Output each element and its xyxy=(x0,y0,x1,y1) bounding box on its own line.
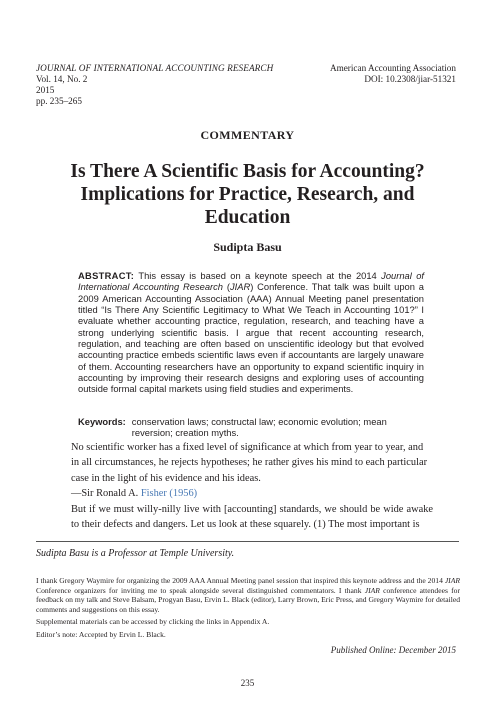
title-line-3: Education xyxy=(204,207,291,228)
publisher-name: American Accounting Association xyxy=(329,63,456,73)
ack-journal-1: JIAR xyxy=(444,576,460,585)
abstract-text-1: This essay is based on a keynote speech at the 2014 xyxy=(134,271,382,281)
abstract-text-2: ( xyxy=(223,282,230,293)
journal-header-left xyxy=(36,63,273,107)
abstract xyxy=(78,271,424,396)
keywords-text: conservation laws; constructal law; economic evolution; mean reversion; creation myths. xyxy=(131,417,387,439)
journal-header-right xyxy=(330,63,456,85)
abstract-journal-abbrev: JIAR xyxy=(229,282,251,293)
author-name: Sudipta Basu xyxy=(213,240,282,254)
keywords-label: Keywords: xyxy=(78,417,126,427)
published-date: Published Online: December 2015 xyxy=(330,645,456,655)
author-affiliation: Sudipta Basu is a Professor at Temple University. xyxy=(36,548,235,559)
abstract-text-3: ) Conference. That talk was built upon a 2009 American Accounting Association (AAA) Annual Meeting panel presentation titled “Is There Any Scientific Legitimacy to What We Teach in Accounting 101?” I evaluate whether accounting practice, regulation, research, and teaching have a strong underlying scientific basis. I argue that recent accounting research, regulation, and teaching are often based on unscientific ideology but that evolved accounting practice embeds scientific laws even if accountants are largely unaware of them. Accounting researchers have an opportunity to expand scientific inquiry in accounting by improving their research designs and exploring uses of accounting outside formal capital markets using field studies and experiments. xyxy=(78,282,424,395)
title-line-1: Is There A Scientific Basis for Accounting? xyxy=(70,161,425,182)
ack-text-2: Conference organizers for inviting me to speak alongside several distinguished commentators. I thank xyxy=(36,585,365,595)
section-label: COMMENTARY xyxy=(200,128,295,142)
ack-journal-2: JIAR xyxy=(364,585,380,595)
abstract-journal-name: Journal of International Accounting Research xyxy=(78,271,424,293)
title-line-2: Implications for Practice, Research, and xyxy=(80,184,415,205)
journal-volume: Vol. 14, No. 2 xyxy=(36,74,88,84)
doi-link[interactable]: DOI: 10.2308/jiar-51321 xyxy=(364,74,456,84)
ack-text-1: I thank Gregory Waymire for organizing the 2009 AAA Annual Meeting panel session that inspired this keynote address and the 2014 xyxy=(36,576,445,585)
ack-text-3: conference attendees for feedback on my talk and Steve Balsam, Progyan Basu, Ervin L. Black (editor), Larry Brown, Eric Press, and Gregory Waymire for detailed comments and suggestions on this essay. xyxy=(36,585,460,614)
journal-year: 2015 xyxy=(36,85,55,95)
citation-link[interactable]: Fisher (1956) xyxy=(140,488,198,500)
acknowledgement xyxy=(36,576,460,614)
epigraph-text: No scientific worker has a fixed level of significance at which from year to year, and in all circumstances, he rejects hypotheses; he rather gives his mind to each particular case in the light of his evidence and his ideas. xyxy=(71,442,428,484)
body-paragraph: But if we must willy-nilly live with [accounting] standards, we should be wide awake to their defects and dangers. Let us look at these squarely. (1) The most important is xyxy=(71,504,433,531)
footnote-divider xyxy=(36,541,459,542)
journal-pages: pp. 235–265 xyxy=(36,96,82,106)
epigraph xyxy=(71,440,433,502)
editor-note: Editor’s note: Accepted by Ervin L. Black. xyxy=(36,629,166,639)
epigraph-attribution xyxy=(71,486,433,501)
article-title xyxy=(40,160,455,229)
keywords xyxy=(78,417,424,440)
page-number: 235 xyxy=(240,678,255,688)
abstract-label: ABSTRACT: xyxy=(78,271,135,281)
attribution-author: —Sir Ronald A. xyxy=(71,488,141,500)
journal-name: JOURNAL OF INTERNATIONAL ACCOUNTING RESEARCH xyxy=(36,63,274,73)
footnotes xyxy=(36,576,460,643)
supplemental-note: Supplemental materials can be accessed by clicking the links in Appendix A. xyxy=(36,617,270,627)
